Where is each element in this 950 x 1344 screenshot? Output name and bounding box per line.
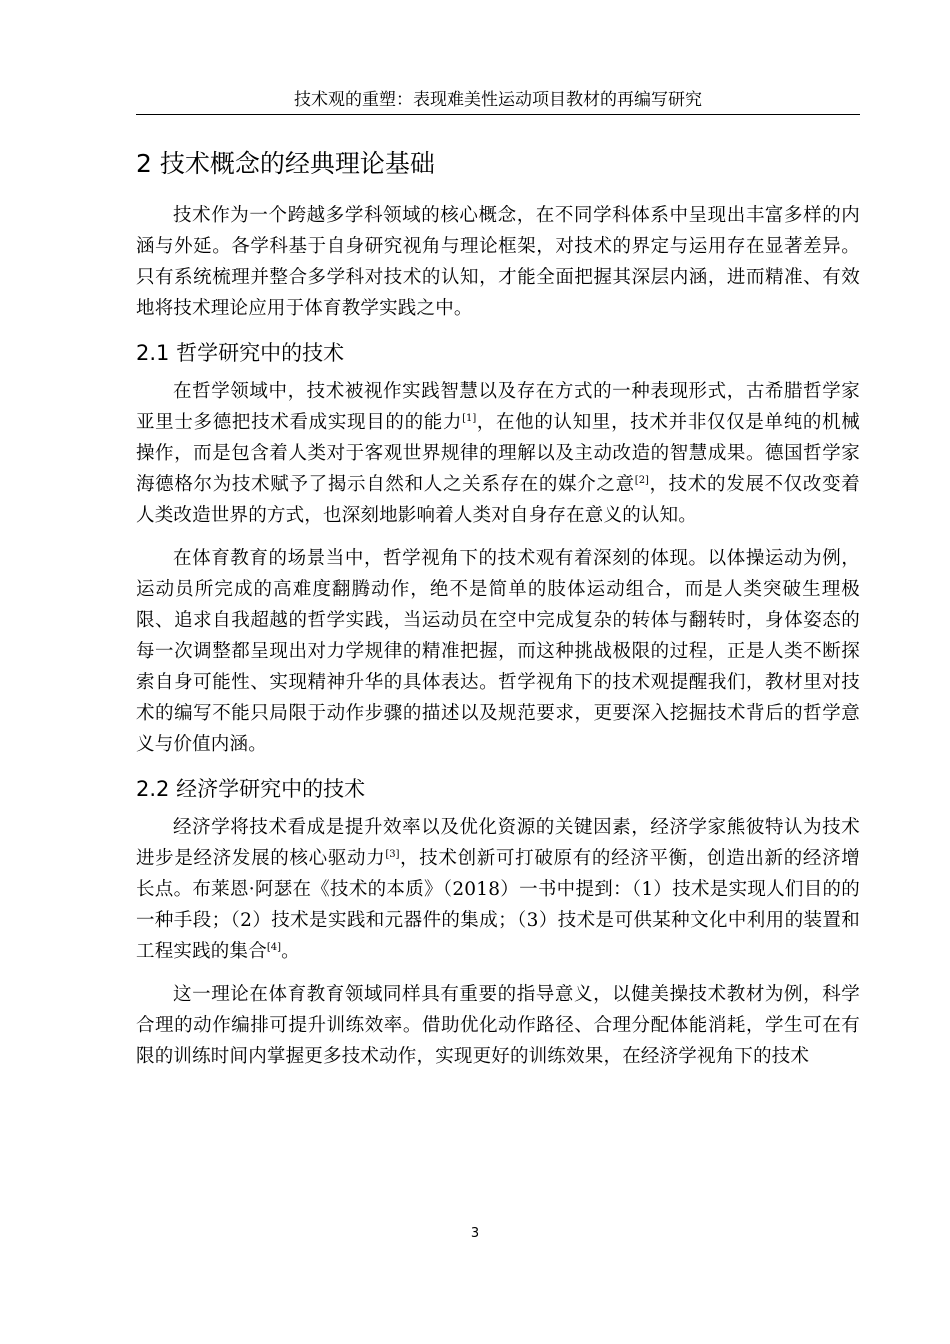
economics-paragraph-2: 这一理论在体育教育领域同样具有重要的指导意义，以健美操技术教材为例，科学合理的动作编排可提升训练效率。借助优化动作路径、合理分配体能消耗，学生可在有限的训练时间内掌握更多技术动作，实现更好的训练效果，在经济学视角下的技术 bbox=[136, 984, 860, 1067]
section-heading-2: 2 技术概念的经典理论基础 bbox=[136, 149, 435, 178]
citation-ref-4[interactable]: [4] bbox=[266, 942, 282, 953]
philosophy-paragraph-2: 在体育教育的场景当中，哲学视角下的技术观有着深刻的体现。以体操运动为例，运动员所完成的高难度翻腾动作，绝不是简单的肢体运动组合，而是人类突破生理极限、追求自我超越的哲学实践，当运动员在空中完成复杂的转体与翻转时，身体姿态的每一次调整都呈现出对力学规律的精准把握，而这种挑战极限的过程，正是人类不断探索自身可能性、实现精神升华的具体表达。哲学视角下的技术观提醒我们，教材里对技术的编写不能只局限于动作步骤的描述以及规范要求，更要深入挖掘技术背后的哲学意义与价值内涵。 bbox=[136, 548, 860, 755]
citation-ref-1[interactable]: [1] bbox=[462, 413, 477, 424]
citation-ref-3[interactable]: [3] bbox=[385, 849, 400, 860]
text-run: ，技术的发展不仅改变着人类改造世界的方式，也深刻地影响着人类对自身存在意义的认知。 bbox=[136, 474, 860, 526]
text-run: ，在他的认知里，技术并非仅仅是单纯的机械操作，而是包含着人类对于客观世界规律的理解以及主动改造的智慧成果。德国哲学家海德格尔为技术赋予了揭示自然和人之关系存在的媒介之意 bbox=[136, 412, 860, 495]
text-run: 经济学将技术看成是提升效率以及优化资源的关键因素，经济学家熊彼特认为技术进步是经济发展的核心驱动力 bbox=[136, 817, 860, 869]
economics-paragraph-1 bbox=[136, 812, 860, 967]
section-heading-2-1: 2.1 哲学研究中的技术 bbox=[136, 341, 345, 365]
text-run: ，技术创新可打破原有的经济平衡，创造出新的经济增长点。布莱恩·阿瑟在《技术的本质》（2018）一书中提到：（1）技术是实现人们目的的一种手段；（2）技术是实践和元器件的集成；（3）技术是可供某种文化中利用的装置和工程实践的集合 bbox=[136, 848, 860, 962]
philosophy-paragraph-1 bbox=[136, 376, 860, 531]
section-heading-2-2: 2.2 经济学研究中的技术 bbox=[136, 777, 366, 801]
text-run: 。 bbox=[281, 941, 300, 962]
page-number: 3 bbox=[470, 1226, 480, 1241]
page-content bbox=[136, 146, 860, 1084]
running-header: 技术观的重塑：表现难美性运动项目教材的再编写研究 bbox=[136, 88, 860, 115]
section-2-intro-paragraph: 技术作为一个跨越多学科领域的核心概念，在不同学科体系中呈现出丰富多样的内涵与外延。各学科基于自身研究视角与理论框架，对技术的界定与运用存在显著差异。只有系统梳理并整合多学科对技术的认知，才能全面把握其深层内涵，进而精准、有效地将技术理论应用于体育教学实践之中。 bbox=[136, 205, 860, 319]
text-run: 在哲学领域中，技术被视作实践智慧以及存在方式的一种表现形式，古希腊哲学家亚里士多德把技术看成实现目的的能力 bbox=[136, 381, 860, 433]
citation-ref-2[interactable]: [2] bbox=[634, 475, 649, 486]
